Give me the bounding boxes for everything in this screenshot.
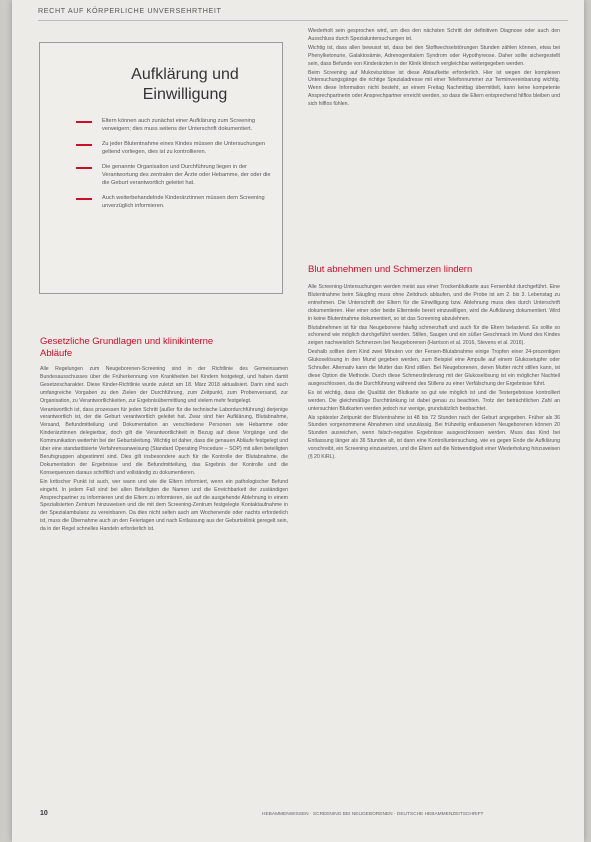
left-column-text <box>40 366 288 802</box>
paragraph: Deshalb sollten dem Kind zwei Minuten vor der Fersen-Blutabnahme einige Tropfen einer 24-prozentigen Glukoselösung in den Mund gegeben werden, zum Beispiel eine Ampulle auf einem Glukosetupfer oder Schnuller. Alternativ kann die Mutter das Kind stillen. Bei Neugeborenen, deren Mutter nicht stillen kann, ist diese Option die Methode. Durch diese Schmerzlinderung mit der Glukoselösung ist ein möglicher Nachteil ausgeschlossen, da die Durchführung während des Stillens zu einer Verfälschung der Ergebnisse führt. <box>308 349 560 387</box>
paragraph: Beim Screening auf Mukoviszidose ist diese Ablaufkette erforderlich. Hier ist wegen der komplexen Untersuchungsgänge die richtige Spezialadresse mit einer Telefonnummer zur Terminvereinbarung wichtig. Wenn diese Information nicht besteht, an einem Freitag Nachmittag übermittelt, kann keine kompetente Ansprechpartnerin oder Ansprechpartner erreicht werden, so dass die Eltern entsprechend hilflos bleiben und sich hilflos fühlen. <box>308 69 560 108</box>
page-number: 10 <box>40 810 48 817</box>
paragraph: Alle Regelungen zum Neugeborenen-Screening sind in der Richtlinie des Gemeinsamen Bundesausschusses über die Früherkennung von Krankheiten bei Kindern festgelegt, und haben damit Gesetzescharakter. Diese Kinder-Richtlinie wurde zuletzt am 18. März 2018 aktualisiert. Darin sind auch umfangreiche Vorgaben zu den Zielen der Durchführung, zum Zeitpunkt, zum Probenversand, zur Organisation, zu Verantwortlichkeiten, zur Ergebnisübermittlung und vielem mehr festgelegt. <box>40 366 288 404</box>
info-box-list <box>70 117 274 217</box>
paragraph: Als spätester Zeitpunkt der Blutentnahme ist 48 bis 72 Stunden nach der Geburt angegeben. Früher als 36 Stunden vorgenommene Abnahmen sind unzulässig. Bei frühzeitig entlassenen Neugeborenen können 20 Stunden ausreichen, wenn falsch-negative Ergebnisse ausgeschlossen werden. Muss das Kind bei Entlassung länger als 36 Stunden alt, ist dann eine Kontrolluntersuchung, wie es gegen Ende die Aufklärung vorschreibt, ein Screening einzusetzen, und die Eltern auf die Notwendigkeit einer Wiederholung hinzuweisen (§ 20 KiRL). <box>308 414 560 461</box>
info-box <box>39 42 283 294</box>
bullet-dash-icon <box>76 144 92 146</box>
paragraph: Wichtig ist, dass allen bewusst ist, dass bei den Stoffwechselstörungen Stunden zählen können, etwa bei Phenylketonurie, Galaktosämie, Adrenogenitalem Syndrom oder Hypothyreose. Daher sollte sichergestellt sein, dass Befunde von Kinderärzten in der Klinik klinisch vergleichbar weitergegeben werden. <box>308 44 560 67</box>
bullet-dash-icon <box>76 167 92 169</box>
document-page <box>12 0 584 842</box>
list-item: Auch weiterbehandelnde Kinderärztinnen müssen dem Screening unverzüglich informieren. <box>70 194 274 210</box>
list-item: Die genannte Organisation und Durchführung liegen in der Verantwortung des zentralen der Ärzte oder Hebamme, der oder die die Geburt verantwortlich geleitet hat. <box>70 163 274 187</box>
list-item: Eltern können auch zunächst einer Aufklärung zum Screening verweigern; dies muss seitens der Unterschrift dokumentiert. <box>70 117 274 133</box>
paragraph: Blutabnehmen ist für das Neugeborene häufig schmerzhaft und auch für die Eltern belastend. Es sollte so schonend wie möglich durchgeführt werden. Stillen, Saugen und ein süßer Geschmack im Mund des Kindes zeigen nachweislich Schmerzen bei Neugeborenen (Harrison et al. 2016, Stevens et al. 2016). <box>308 324 560 347</box>
right-column-text <box>308 284 560 800</box>
paragraph: Wiederholt sein gesprochen wird, um dies den nächsten Schritt der definitiven Diagnose oder auch den Ausschluss durch Spezialuntersuchungen ist. <box>308 28 560 42</box>
paragraph: Verantwortlich ist, dass prozessen für jeden Schritt (außer für die technische Labordurchführung) derjenige verantwortlich ist, der die Geburt verantwortlich geleitet hat. Zwar sind hier Aufklärung, Blutabnahme, Versand, Befundmitteilung und Dokumentation an verschiedene Personen wie Hebamme oder Kinderärztinnen delegierbar, doch gilt die Verantwortlichkeit in Bezug auf diese Vorgänge und die Kommunikation weiterhin bei der Geburtsleitung. Wichtig ist daher, dass die genauen Abläufe festgelegt und über eine standardisierte Verfahrensanweisung (Standard Operating Procedure – SOP) mit allen beteiligten Berufsgruppen abgestimmt sind. Dies gilt insbesondere auch für die Kontrolle der Blutabnahme, die Dokumentation der Ergebnisse und die Befundmitteilung, das Ergebnis der Kontrolle und die Konsequenzen daraus schriftlich und vollständig zu dokumentieren. <box>40 406 288 476</box>
paragraph: Alle Screening-Untersuchungen werden meist aus einer Trockenblutkarte aus Fersenblut durchgeführt. Eine Blutentnahme beim Säugling muss ohne Zeitdruck ablaufen, und die Probe ist am 2. bis 3. Lebenstag zu entnehmen. Die Unterschrift der Eltern für die Einwilligung bzw. Ablehnung muss dies durch Unterschrift dokumentieren. Hier einer oder beide Elternteile bereit einzuwilligen, wird die Aufklärung dokumentiert. Wird in keine Blutentnahme dokumentiert, so ist das Screening abzulehnen. <box>308 284 560 322</box>
paragraph: Es ist wichtig, dass die Qualität der Blutkarte so gut wie möglich ist und die Testergebnisse kontrolliert werden. Die gleichmäßige Durchtränkung ist dabei genau zu beachten. Trotz der beträchtlichen Zahl an untersuchten Blutkarten werden jedoch nur wenige, grundsätzlich beobachtet. <box>308 389 560 412</box>
running-header: RECHT AUF KÖRPERLICHE UNVERSEHRTHEIT <box>38 6 568 21</box>
right-column-intro <box>308 28 560 264</box>
section-heading-left: Gesetzliche Grundlagen und klinikinterne Abläufe <box>40 336 214 359</box>
footer-text: HEBAMMENWISSEN · SCREENING BEI NEUGEBORENEN · DEUTSCHE HEBAMMENZEITSCHRIFT <box>262 812 484 817</box>
info-box-title: Aufklärung und Einwilligung <box>131 66 239 103</box>
paragraph: Ein kritischer Punkt ist auch, wer wann und wie die Eltern informiert, wenn ein pathologischer Befund eingeht. In jedem Fall sind bei allen Beteiligten die Namen und die Erreichbarkeit der zuständigen Ansprechpartner zu informieren und die Eltern zu informieren, sie auf die ausgehende Ablehnung in einem Spezialisierten Zentrum hinzuweisen und die mit dem Screening-Zentrum festgelegte Kontaktaufnahme in der Spezialambulanz zu vereinbaren. Da dies nicht selten auch am Wochenende oder nachts erforderlich ist, muss die Übernahme auch an den Feiertagen und nach Entlassung aus der Geburtsklinik geregelt sein, da in der Regel schnelles Handeln erforderlich ist. <box>40 478 288 533</box>
list-item: Zu jeder Blutentnahme eines Kindes müssen die Untersuchungen geltend vorliegen, dies ist zu kontrollieren. <box>70 140 274 156</box>
bullet-dash-icon <box>76 198 92 200</box>
section-heading-right: Blut abnehmen und Schmerzen lindern <box>308 264 473 275</box>
bullet-dash-icon <box>76 121 92 123</box>
